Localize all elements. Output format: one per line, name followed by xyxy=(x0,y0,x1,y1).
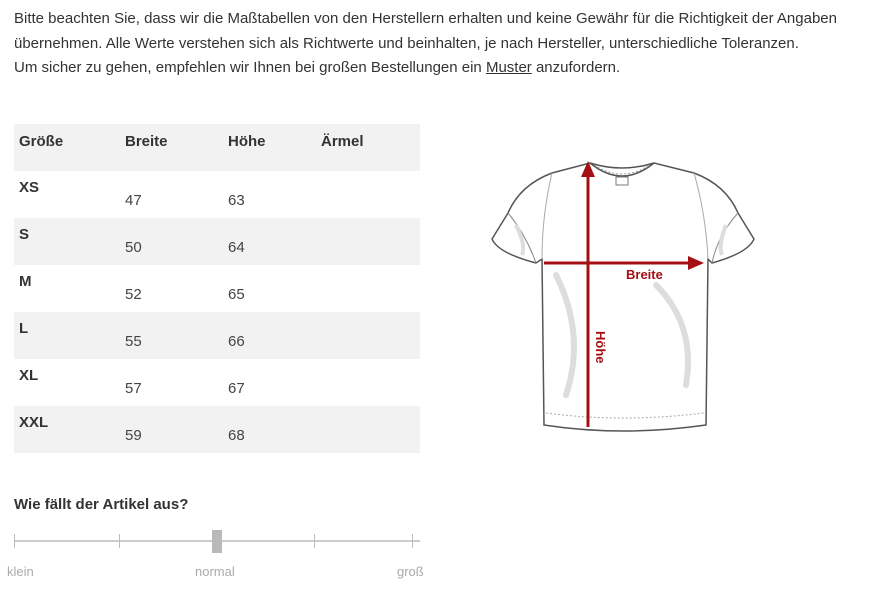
size-notice xyxy=(14,7,874,81)
cell-sleeve xyxy=(316,406,420,453)
sample-text-before: Um sicher zu gehen, empfehlen wir Ihnen bei großen Bestellungen ein xyxy=(14,59,486,76)
cell-sleeve xyxy=(316,218,420,265)
fit-slider xyxy=(14,530,420,552)
header-sleeve: Ärmel xyxy=(321,133,364,150)
cell-size: L xyxy=(19,320,29,337)
width-label: Breite xyxy=(626,267,663,282)
cell-sleeve xyxy=(316,265,420,312)
fit-slider-tick xyxy=(314,534,315,548)
cell-size: XXL xyxy=(19,414,49,431)
cell-sleeve xyxy=(316,171,420,218)
cell-height: 67 xyxy=(228,380,245,397)
fit-question: Wie fällt der Artikel aus? xyxy=(14,496,189,513)
cell-width: 52 xyxy=(125,286,142,303)
table-row xyxy=(14,218,420,265)
fit-label-small: klein xyxy=(7,564,34,579)
size-table xyxy=(14,124,420,453)
table-row xyxy=(14,312,420,359)
sample-recommendation xyxy=(14,56,874,81)
fit-label-normal: normal xyxy=(195,564,235,579)
height-label: Höhe xyxy=(593,331,608,364)
table-row xyxy=(14,171,420,218)
fit-slider-tick xyxy=(119,534,120,548)
cell-width: 55 xyxy=(125,333,142,350)
cell-size: M xyxy=(19,273,32,290)
cell-height: 68 xyxy=(228,427,245,444)
header-size: Größe xyxy=(19,133,64,150)
header-width: Breite xyxy=(125,133,168,150)
cell-size: XL xyxy=(19,367,39,384)
cell-height: 65 xyxy=(228,286,245,303)
fit-label-large: groß xyxy=(397,564,424,579)
tshirt-label xyxy=(616,177,628,185)
cell-width: 47 xyxy=(125,192,142,209)
tshirt-outline xyxy=(492,163,754,431)
table-header-row xyxy=(14,124,420,171)
cell-width: 59 xyxy=(125,427,142,444)
fit-slider-handle xyxy=(212,530,222,553)
cell-height: 63 xyxy=(228,192,245,209)
fit-slider-tick xyxy=(14,534,15,548)
table-row xyxy=(14,359,420,406)
cell-size: XS xyxy=(19,179,40,196)
sample-link[interactable]: Muster xyxy=(485,59,532,76)
cell-sleeve xyxy=(316,359,420,406)
fit-slider-tick xyxy=(412,534,413,548)
cell-size: S xyxy=(19,226,30,243)
header-height: Höhe xyxy=(228,133,266,150)
cell-height: 66 xyxy=(228,333,245,350)
cell-sleeve xyxy=(316,312,420,359)
cell-width: 57 xyxy=(125,380,142,397)
sample-text-after: anzufordern. xyxy=(531,59,621,76)
cell-height: 64 xyxy=(228,239,245,256)
table-row xyxy=(14,406,420,453)
notice-text: Bitte beachten Sie, dass wir die Maßtabellen von den Herstellern erhalten und keine Gewähr für die Richtigkeit der Angaben übernehmen. Alle Werte verstehen sich als Richtwerte und beinhalten, je nach Hersteller, unterschiedliche Toleranzen. xyxy=(14,10,837,52)
tshirt-measurement-diagram xyxy=(486,155,758,437)
table-row xyxy=(14,265,420,312)
cell-width: 50 xyxy=(125,239,142,256)
